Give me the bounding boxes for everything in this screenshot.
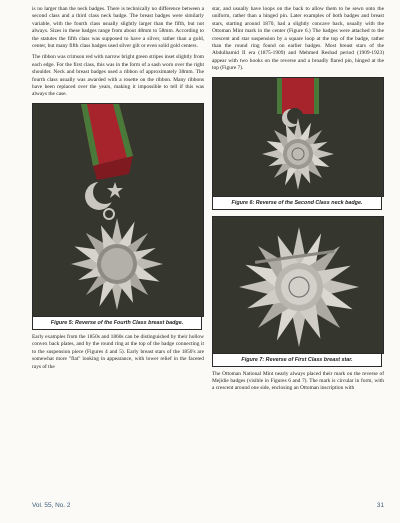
right-paragraph-2: The Ottoman National Mint nearly always placed their mark on the reverse of Mejidie badges (visible in Figures 6 and 7). The mark is circular in form, with a crescent around one side, enclosing an Ottoman inscription with <box>212 370 384 392</box>
page-number: 31 <box>376 502 384 509</box>
figure-5-photo <box>32 103 204 317</box>
left-paragraph-1: is no larger than the neck badges. There is technically no difference between a second class and a third class neck badge. The breast badges were similarly variable, with the fourth class usually slightly larger than the fifth, but not always. Sizes in these badges range from about 48mm to 58mm. According to the statutes the fifth class was supposed to have a silver, rather than a gold, center, but many fifth class badges used silver gilt or even solid gold centers. <box>32 6 204 50</box>
figure-7-photo <box>212 216 384 354</box>
second-class-neck-badge-reverse-image <box>213 78 383 196</box>
figure-6-photo <box>212 77 384 197</box>
volume-label: Vol. 55, No. 2 <box>32 502 71 509</box>
left-column <box>32 0 204 375</box>
figure-5-caption: Figure 5: Reverse of the Fourth Class breast badge. <box>32 317 202 330</box>
first-class-breast-star-reverse-image <box>213 217 383 353</box>
fourth-class-badge-reverse-image <box>33 104 203 316</box>
figure-7-caption: Figure 7: Reverse of First Class breast star. <box>212 354 382 367</box>
left-paragraph-3: Early examples from the 1850s and 1860s can be distinguished by their hollow convex back plates, and by the round ring at the top of the badge connecting it to the suspension piece (Figures 4 and 5). Early breast stars of the 1850's are somewhat more "flat" looking in appearance, with lower relief in the faceted rays of the <box>32 333 204 370</box>
left-paragraph-2: The ribbon was crimson red with narrow bright green stripes inset slightly from each edge. For the first class, this was in the form of a sash worn over the right shoulder. Neck and breast badges used a ribbon of approximately 38mm. The fourth class usually was awarded with a rosette on the ribbon. Many ribbons have been replaced over the years, making it impossible to tell if this was always the case. <box>32 54 204 98</box>
page-footer <box>32 502 384 514</box>
figure-6-caption: Figure 6: Reverse of the Second Class neck badge. <box>212 197 382 210</box>
right-paragraph-1: star, and usually have loops on the back to allow them to be sewn onto the uniform, rather than a hinged pin. Later examples of both badges and breast stars, starting around 1870, had a slightly concave back, usually with the Ottoman Mint mark in the center (Figure 6.) The badges were attached to the crescent and star suspension by a square loop at the top of the badge, rather than the round ring found on earlier badges. Most breast stars of the Abdulhamid II era (1875-1909) and Mehmed Reshad period (1909-1923) appear with two hooks on the reverse and a broadly flared pin, hinged at the top (Figure 7). <box>212 6 384 72</box>
right-column <box>212 0 384 397</box>
